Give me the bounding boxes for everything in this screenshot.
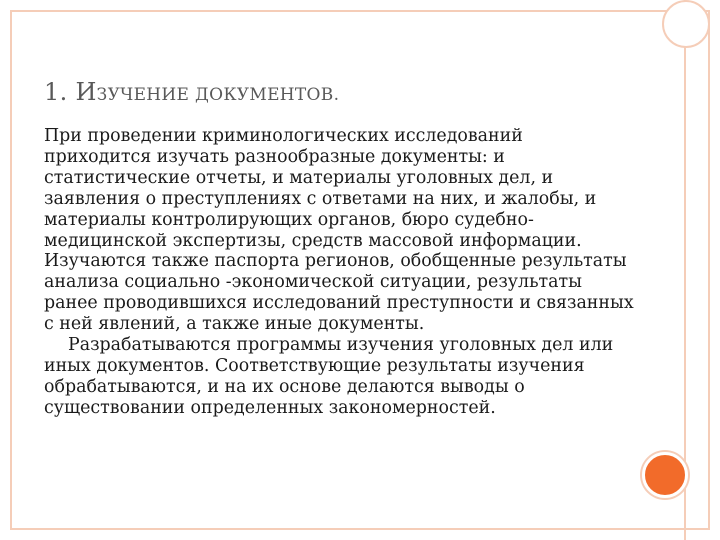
decorative-circle-top [662, 0, 710, 48]
title-rest: ЗУЧЕНИЕ ДОКУМЕНТОВ. [96, 85, 340, 105]
decorative-vertical-line [684, 0, 686, 540]
paragraph-1: При проведении криминологических исследований приходится изучать разнообразные документы: и статистические отчеты, и материалы уголовных дел, и заявления о преступлениях с ответами на них, и жалобы, и материалы контролирующих органов, бюро судебно-медицинской экспертизы, средств массовой информации. Изучаются также паспорта регионов, обобщенные результаты анализа социально -экономической ситуации, результаты ранее проводившихся исследований преступности и связанных с ней явлений, а также иные документы. [44, 126, 634, 335]
paragraph-2: Разрабатываются программы изучения уголовных дел или иных документов. Соответствующие результаты изучения обрабатываются, и на их основе делаются выводы о существовании определенных закономерностей. [44, 335, 614, 418]
title-first-letter: И [75, 78, 97, 106]
slide-body [44, 126, 634, 419]
decorative-circle-orange [642, 452, 688, 498]
slide-title [44, 78, 339, 106]
title-number: 1. [44, 78, 76, 106]
